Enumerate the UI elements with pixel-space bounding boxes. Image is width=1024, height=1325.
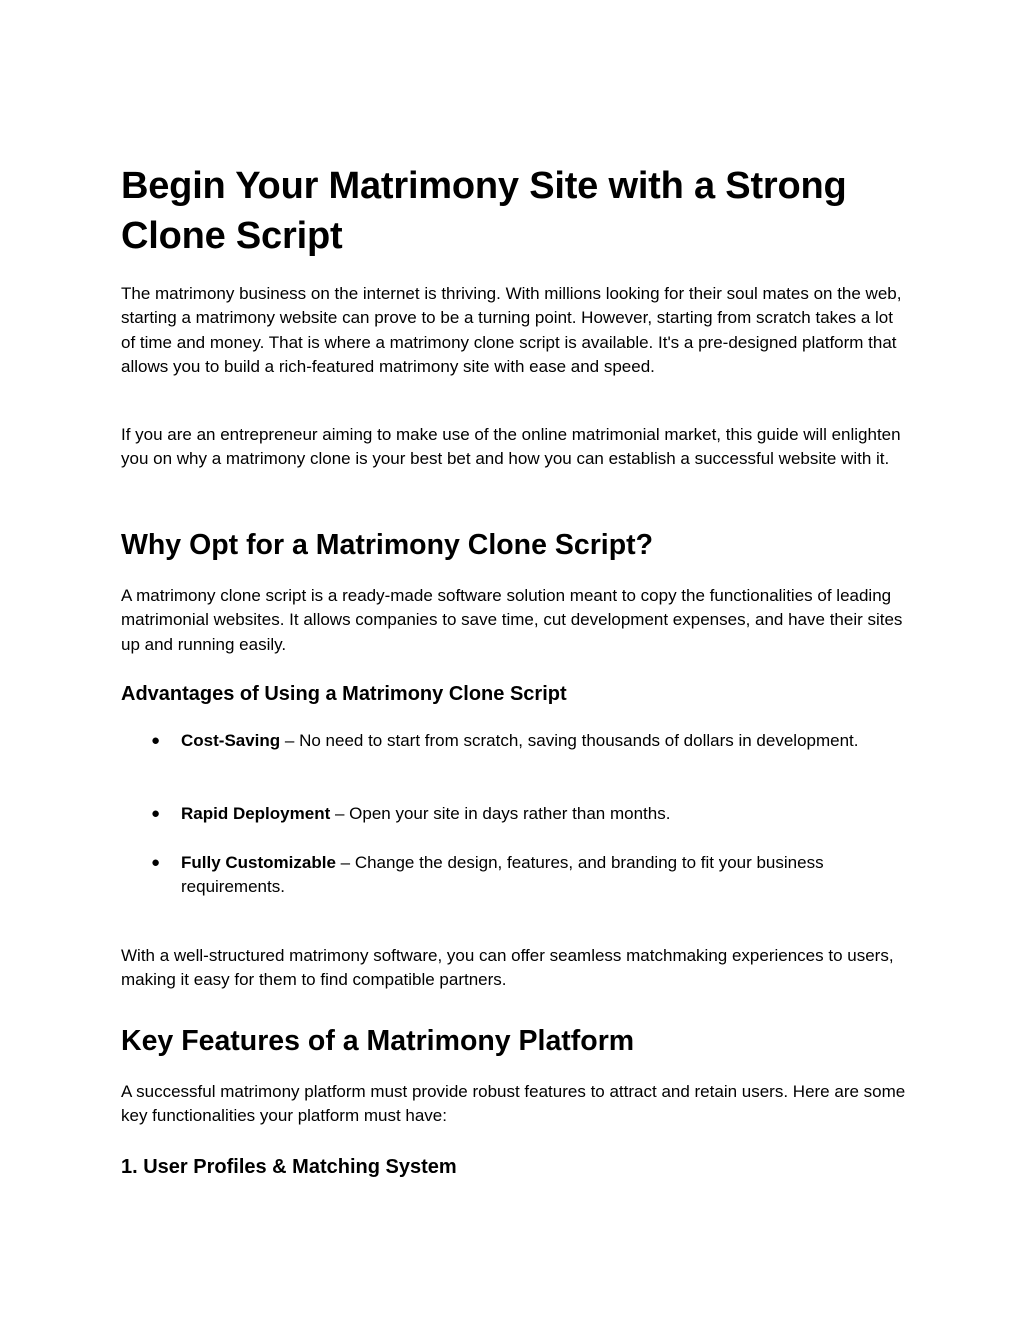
bullet-icon: ● [151,805,161,822]
list-item-term: Rapid Deployment [181,804,331,823]
list-item-text [181,802,901,826]
advantages-subheading: Advantages of Using a Matrimony Clone Script [121,683,567,705]
why-paragraph-1: A matrimony clone script is a ready-made software solution meant to copy the functionalities of leading matrimonial websites. It allows companies to save time, cut development expenses, and have their sites up and running easily. [121,586,903,654]
bullet-icon: ● [151,854,161,871]
features-paragraph-1: A successful matrimony platform must provide robust features to attract and retain users. Here are some key functionalities your platform must have: [121,1082,906,1126]
list-item-text [181,851,901,900]
bullet-icon: ● [151,732,161,749]
list-item-term: Cost-Saving [181,731,281,750]
list-item-term: Fully Customizable [181,853,336,872]
list-item [121,802,911,826]
list-item-text [181,729,901,753]
list-item-desc: – No need to start from scratch, saving thousands of dollars in development. [280,731,859,750]
why-paragraph-2: With a well-structured matrimony software, you can offer seamless matchmaking experiences to users, making it easy for them to find compatible partners. [121,946,894,990]
list-item [121,729,911,753]
page-title: Begin Your Matrimony Site with a Strong Clone Script [121,165,847,257]
list-item [121,851,911,900]
intro-paragraph-2: If you are an entrepreneur aiming to make use of the online matrimonial market, this guide will enlighten you on why a matrimony clone is your best bet and how you can establish a successful website with it. [121,425,901,469]
list-item-desc: – Change the design, features, and branding to fit your business requirements. [181,853,824,897]
why-heading: Why Opt for a Matrimony Clone Script? [121,529,654,561]
intro-paragraph-1: The matrimony business on the internet is thriving. With millions looking for their soul mates on the web, starting a matrimony website can prove to be a turning point. However, starting from scratch takes a lot of time and money. That is where a matrimony clone script is available. It's a pre-designed platform that allows you to build a rich-featured matrimony site with ease and speed. [121,284,902,376]
features-subheading: 1. User Profiles & Matching System [121,1156,457,1178]
features-heading: Key Features of a Matrimony Platform [121,1025,635,1057]
list-item-desc: – Open your site in days rather than months. [330,804,671,823]
